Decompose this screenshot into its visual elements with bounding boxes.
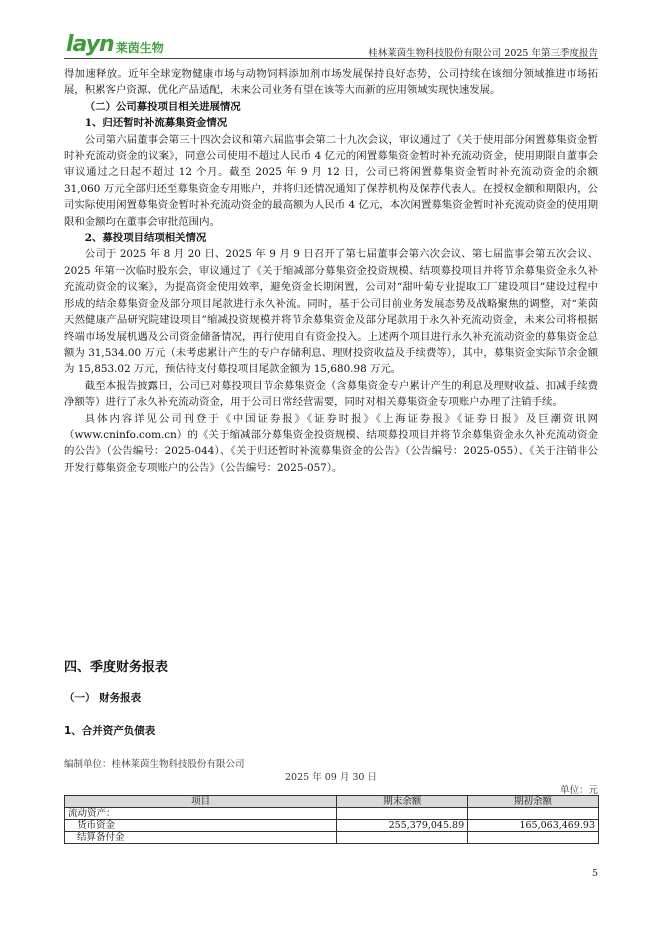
row-end-balance (337, 808, 468, 820)
table-row (65, 820, 599, 832)
company-logo (66, 30, 164, 56)
table-row (65, 832, 599, 844)
paragraph-continuation: 得加速释放。近年全球宠物健康市场与动物饲料添加剂市场发展保持良好态势，公司持续在该细分领域推进市场拓展，积累客户资源、优化产品适配，未来公司业务有望在该等大而新的应用领域实现快速发展。 (64, 68, 598, 97)
report-date: 2025 年 09 月 30 日 (285, 772, 377, 783)
balance-sheet-table (64, 795, 599, 844)
financial-statements-heading: （一） 财务报表 (64, 692, 142, 704)
report-header-title: 桂林莱茵生物科技股份有限公司 2025 年第三季度报告 (368, 48, 598, 59)
document-body (64, 66, 598, 476)
paragraph-project-closure: 公司于 2025 年 8 月 20 日、2025 年 9 月 9 日召开了第七届董事会第六次会议、第七届监事会第五次会议、 2025 年第一次临时股东会，审议通过了《关于缩减部分募集资金投资规模、结项募投项目并将节余募集资金永久补充流动资金的议案》，为提高资金使用效率，避免资金长期闲置，公司对“甜叶菊专业提取工厂建设项目”建设过程中形成的结余募集资金及部分项目尾款进行永久补流。同时，基于公司目前业务发展态势及战略聚焦的调整，对“莱茵天然健康产品研究院建设项目”缩减投资规模并将节余募集资金及部分尾款用于永久补充流动资金，未来公司将根据终端市场发展机遇及公司资金储备情况，再行使用自有资金投入。上述两个项目进行永久补充流动资金的募集资金总额为 31,534.00 万元（未考虑累计产生的专户存储利息、理财投资收益及手续费等），其中，募集资金实际节余金额为 15,853.02 万元，预估待支付募投项目尾款金额为 15,680.98 万元。 (64, 248, 598, 376)
column-header-item: 项目 (65, 796, 337, 808)
column-header-begin-balance: 期初余额 (468, 796, 599, 808)
row-end-balance: 255,379,045.89 (337, 820, 468, 832)
row-begin-balance (468, 832, 599, 844)
row-begin-balance: 165,063,469.93 (468, 820, 599, 832)
logo-chinese-name: 莱茵生物 (115, 41, 164, 55)
page-number: 5 (591, 868, 598, 879)
column-header-end-balance: 期末余额 (337, 796, 468, 808)
balance-sheet-heading: 1、合并资产负债表 (64, 725, 156, 737)
paragraph-repayment: 公司第六届董事会第三十四次会议和第六届监事会第二十九次会议，审议通过了《关于使用部分闲置募集资金暂时补充流动资金的议案》，同意公司使用不超过人民币 4 亿元的闲置募集资金暂时补充流动资金，使用期限自董事会审议通过之日起不超过 12 个月。截至 2025 年 9 月 12 日，公司已将闲置募集资金暂时补充流动资金的余额 31,060 万元全部归还至募集资金专用账户，并将归还情况通知了保荐机构及保荐代表人。在授权金额和期限内，公司实际使用闲置募集资金暂时补充流动资金的最高额为人民币 4 亿元，本次闲置募集资金暂时补充流动资金的使用期限和金额均在董事会审批范围内。 (64, 133, 598, 228)
preparing-unit: 编制单位：桂林莱茵生物科技股份有限公司 (64, 759, 245, 770)
table-header-row (65, 796, 599, 808)
row-item-label: 货币资金 (65, 820, 337, 832)
header-divider (64, 58, 598, 59)
row-item-label: 流动资产： (65, 808, 337, 820)
row-begin-balance (468, 808, 599, 820)
item-heading-1: 1、归还暂时补流募集资金情况 (84, 117, 228, 130)
paragraph-references: 具体内容详见公司刊登于《中国证券报》《证券时报》《上海证券报》《证券日报》及巨潮资讯网（www.cninfo.com.cn）的《关于缩减部分募集资金投资规模、结项募投项目并将节余募集资金永久补充流动资金的公告》（公告编号：2025-044）、《关于归还暂时补流募集资金的公告》（公告编号：2025-055）、《关于注销非公开发行募集资金专项账户的公告》（公告编号：2025-057）。 (64, 412, 598, 474)
logo-wordmark: layn (66, 32, 114, 57)
currency-unit: 单位：元 (559, 785, 598, 796)
paragraph-disclosure: 截至本报告披露日，公司已对募投项目节余募集资金（含募集资金专户累计产生的利息及理财收益、扣减手续费净额等）进行了永久补充流动资金，用于公司日常经营需要，同时对相关募集资金专项账户办理了注销手续。 (64, 379, 598, 409)
item-heading-2: 2、募投项目结项相关情况 (84, 232, 207, 245)
row-end-balance (337, 832, 468, 844)
section-title: 四、季度财务报表 (64, 660, 169, 675)
table-row (65, 808, 599, 820)
subsection-heading: （二）公司募投项目相关进展情况 (84, 100, 241, 113)
row-item-label: 结算备付金 (65, 832, 337, 844)
